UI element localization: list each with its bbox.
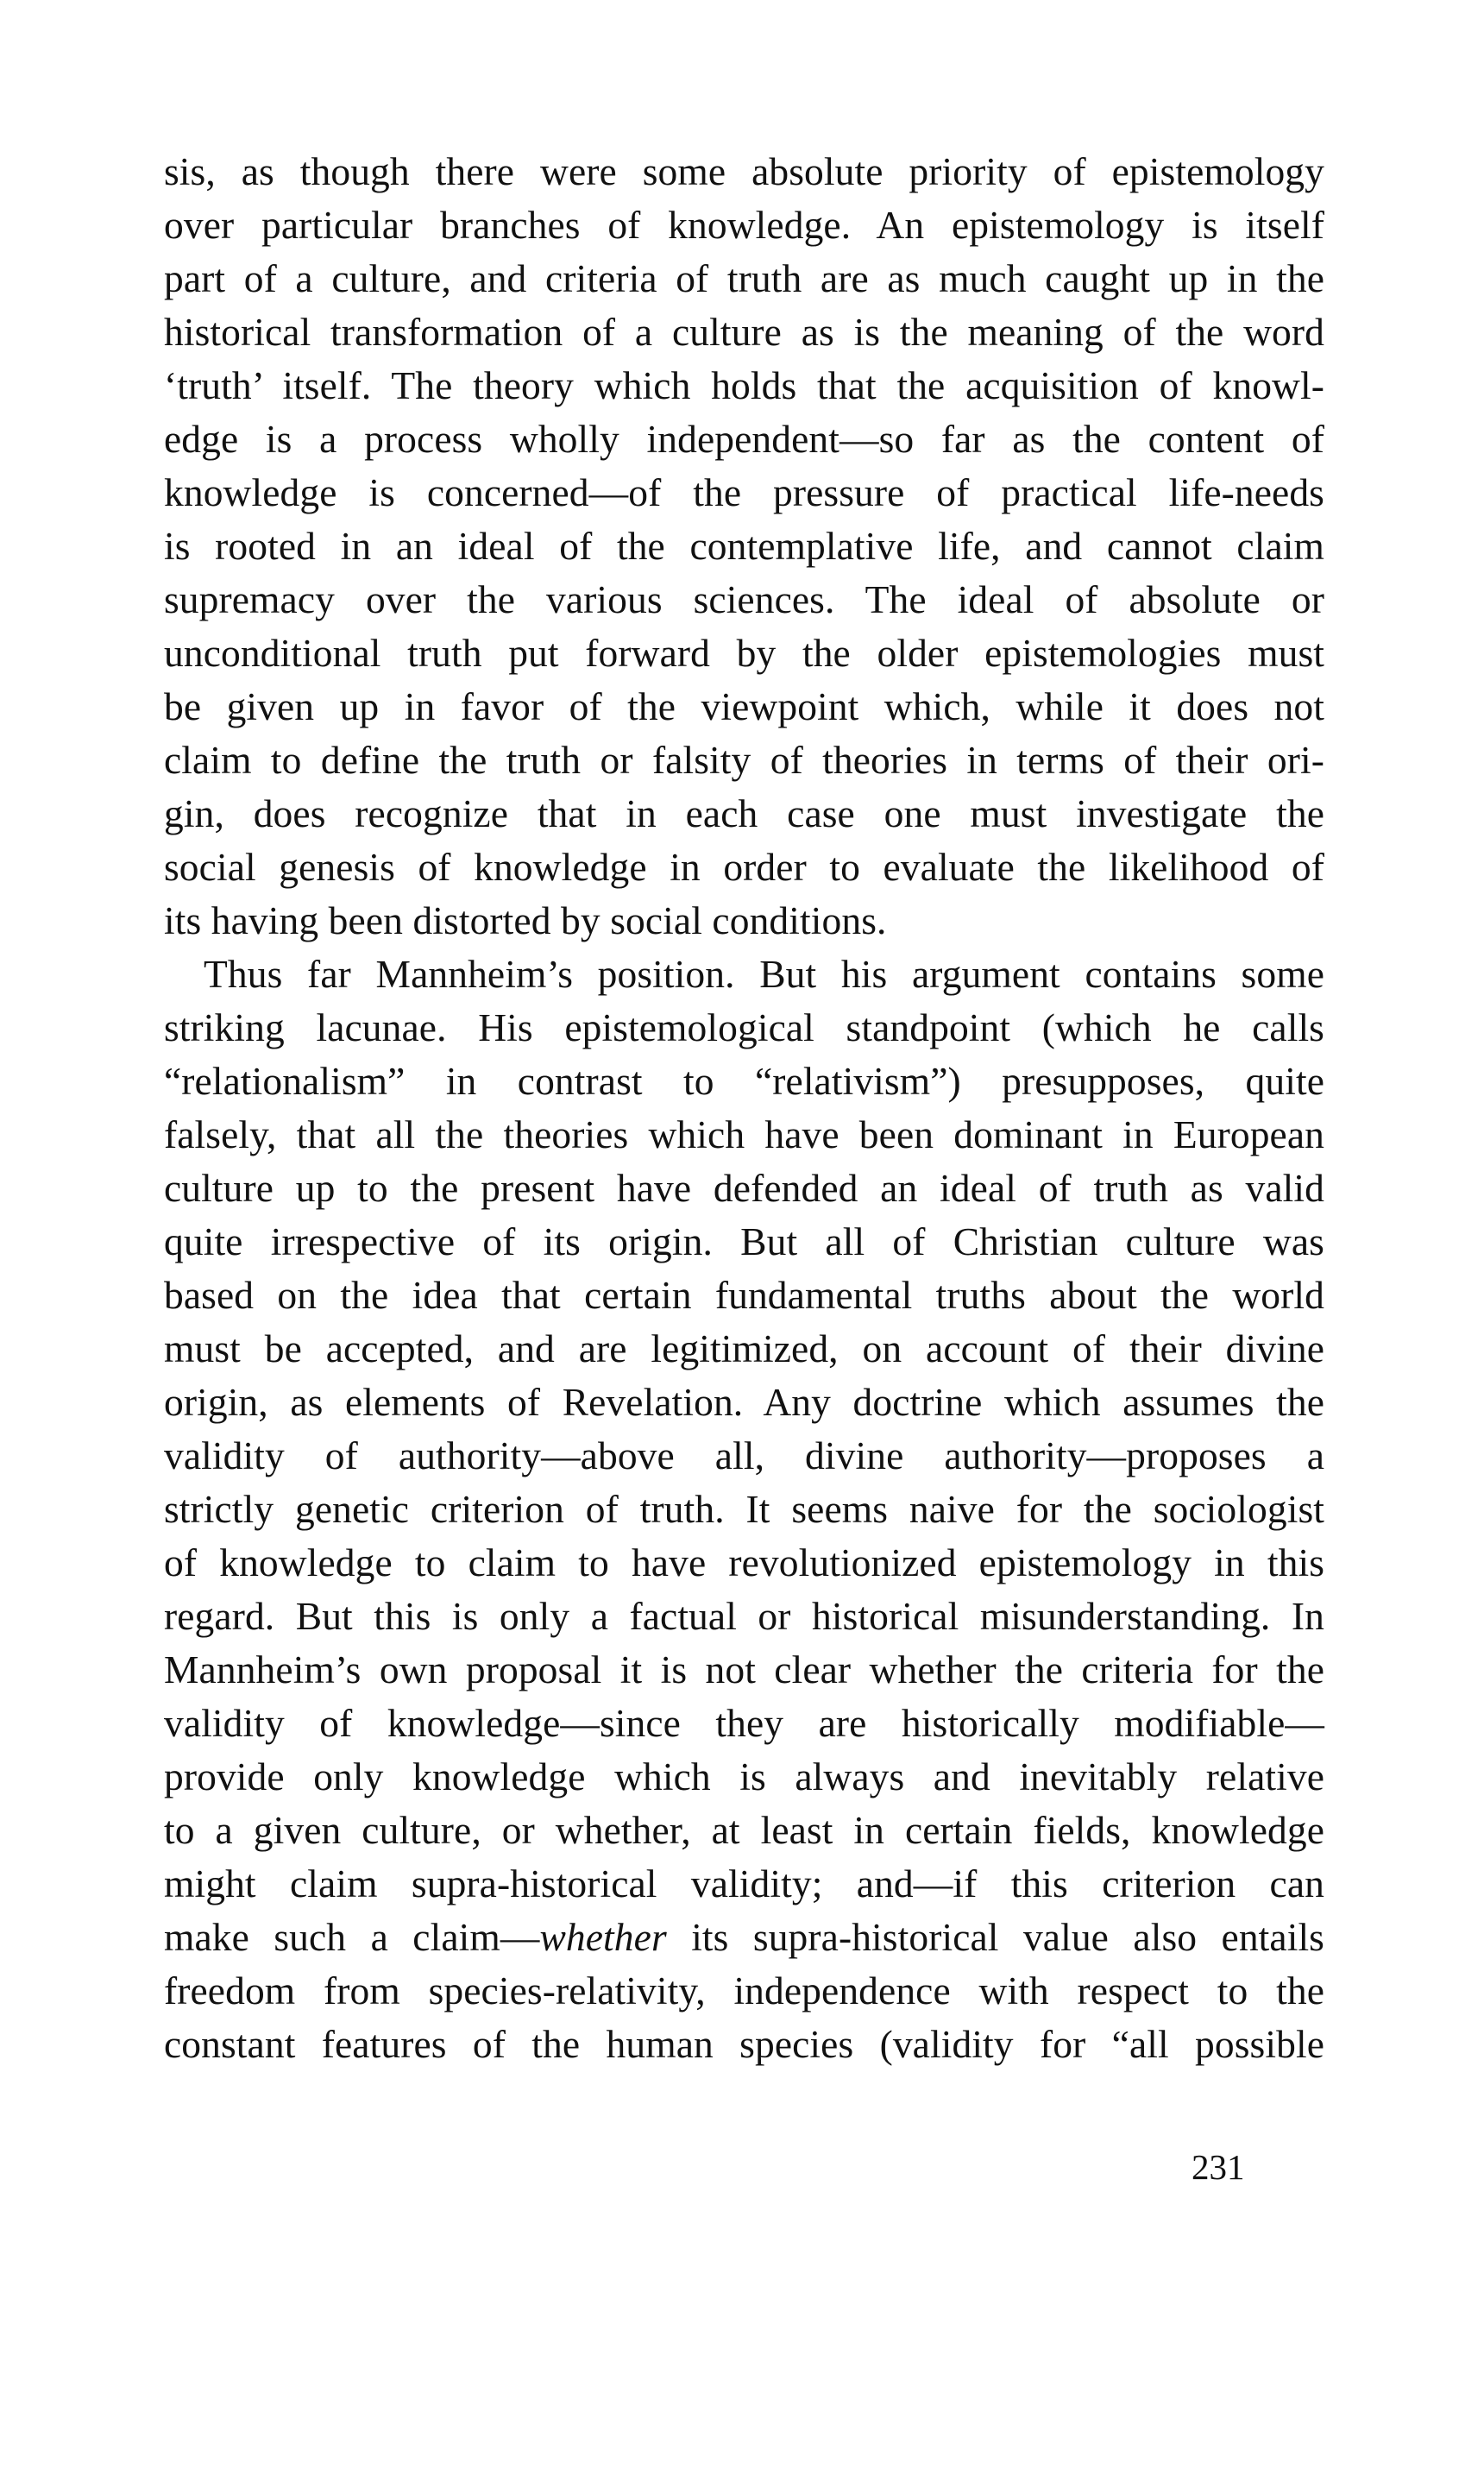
text-line: constant features of the human species (validity for “all possible	[164, 2022, 1324, 2066]
text-line: historical transformation of a culture as is the meaning of the word	[164, 310, 1324, 354]
text-line: might claim supra-historical validity; and—if this criterion can	[164, 1861, 1324, 1905]
text-line: freedom from species-relativity, independence with respect to the	[164, 1968, 1324, 2012]
text-line: unconditional truth put forward by the older epistemologies must	[164, 631, 1324, 675]
text-line-with-italic	[164, 1911, 1324, 1964]
text-line: validity of authority—above all, divine authority—proposes a	[164, 1433, 1324, 1477]
text-line: based on the idea that certain fundamental truths about the world	[164, 1273, 1324, 1317]
text-line: strictly genetic criterion of truth. It seems naive for the sociologist	[164, 1487, 1324, 1531]
text-span: its supra-historical value also entails	[666, 1915, 1324, 1959]
text-line: striking lacunae. His epistemological standpoint (which he calls	[164, 1005, 1324, 1049]
text-line: “relationalism” in contrast to “relativism”) presupposes, quite	[164, 1059, 1324, 1103]
text-line: claim to define the truth or falsity of theories in terms of their ori-	[164, 738, 1324, 782]
text-line: quite irrespective of its origin. But all of Christian culture was	[164, 1219, 1324, 1263]
text-line: regard. But this is only a factual or historical misunderstanding. In	[164, 1594, 1324, 1638]
text-line: part of a culture, and criteria of truth are as much caught up in the	[164, 256, 1324, 300]
text-line: provide only knowledge which is always and inevitably relative	[164, 1754, 1324, 1798]
text-line: gin, does recognize that in each case one must investigate the	[164, 791, 1324, 835]
text-line: supremacy over the various sciences. The ideal of absolute or	[164, 577, 1324, 621]
paragraph-2	[164, 948, 1324, 2071]
text-line: social genesis of knowledge in order to evaluate the likelihood of	[164, 845, 1324, 889]
text-line: its having been distorted by social conditions.	[164, 898, 887, 942]
text-line: is rooted in an ideal of the contemplative life, and cannot claim	[164, 524, 1324, 568]
text-line: knowledge is concerned—of the pressure of practical life-needs	[164, 470, 1324, 514]
text-line: falsely, that all the theories which have been dominant in European	[164, 1112, 1324, 1156]
paragraph-1	[164, 145, 1324, 948]
text-line: of knowledge to claim to have revolutionized epistemology in this	[164, 1540, 1324, 1584]
text-line: culture up to the present have defended an ideal of truth as valid	[164, 1166, 1324, 1210]
page-body	[164, 145, 1324, 2071]
text-line: sis, as though there were some absolute priority of epistemology	[164, 149, 1324, 193]
text-line: to a given culture, or whether, at least in certain fields, knowledge	[164, 1808, 1324, 1852]
text-line: origin, as elements of Revelation. Any doctrine which assumes the	[164, 1380, 1324, 1424]
text-line: be given up in favor of the viewpoint which, while it does not	[164, 684, 1324, 728]
page-number: 231	[1192, 2147, 1245, 2187]
text-line: ‘truth’ itself. The theory which holds that the acquisition of knowl-	[164, 363, 1324, 407]
text-line: Thus far Mannheim’s position. But his argument contains some	[204, 952, 1324, 996]
text-line: Mannheim’s own proposal it is not clear whether the criteria for the	[164, 1647, 1324, 1691]
text-line: over particular branches of knowledge. An epistemology is itself	[164, 203, 1324, 247]
italic-emphasis: whether	[539, 1915, 667, 1959]
text-span: make such a claim—	[164, 1915, 540, 1959]
text-line: must be accepted, and are legitimized, on account of their divine	[164, 1326, 1324, 1370]
text-line: edge is a process wholly independent—so far as the content of	[164, 417, 1324, 461]
text-line: validity of knowledge—since they are historically modifiable—	[164, 1701, 1324, 1745]
